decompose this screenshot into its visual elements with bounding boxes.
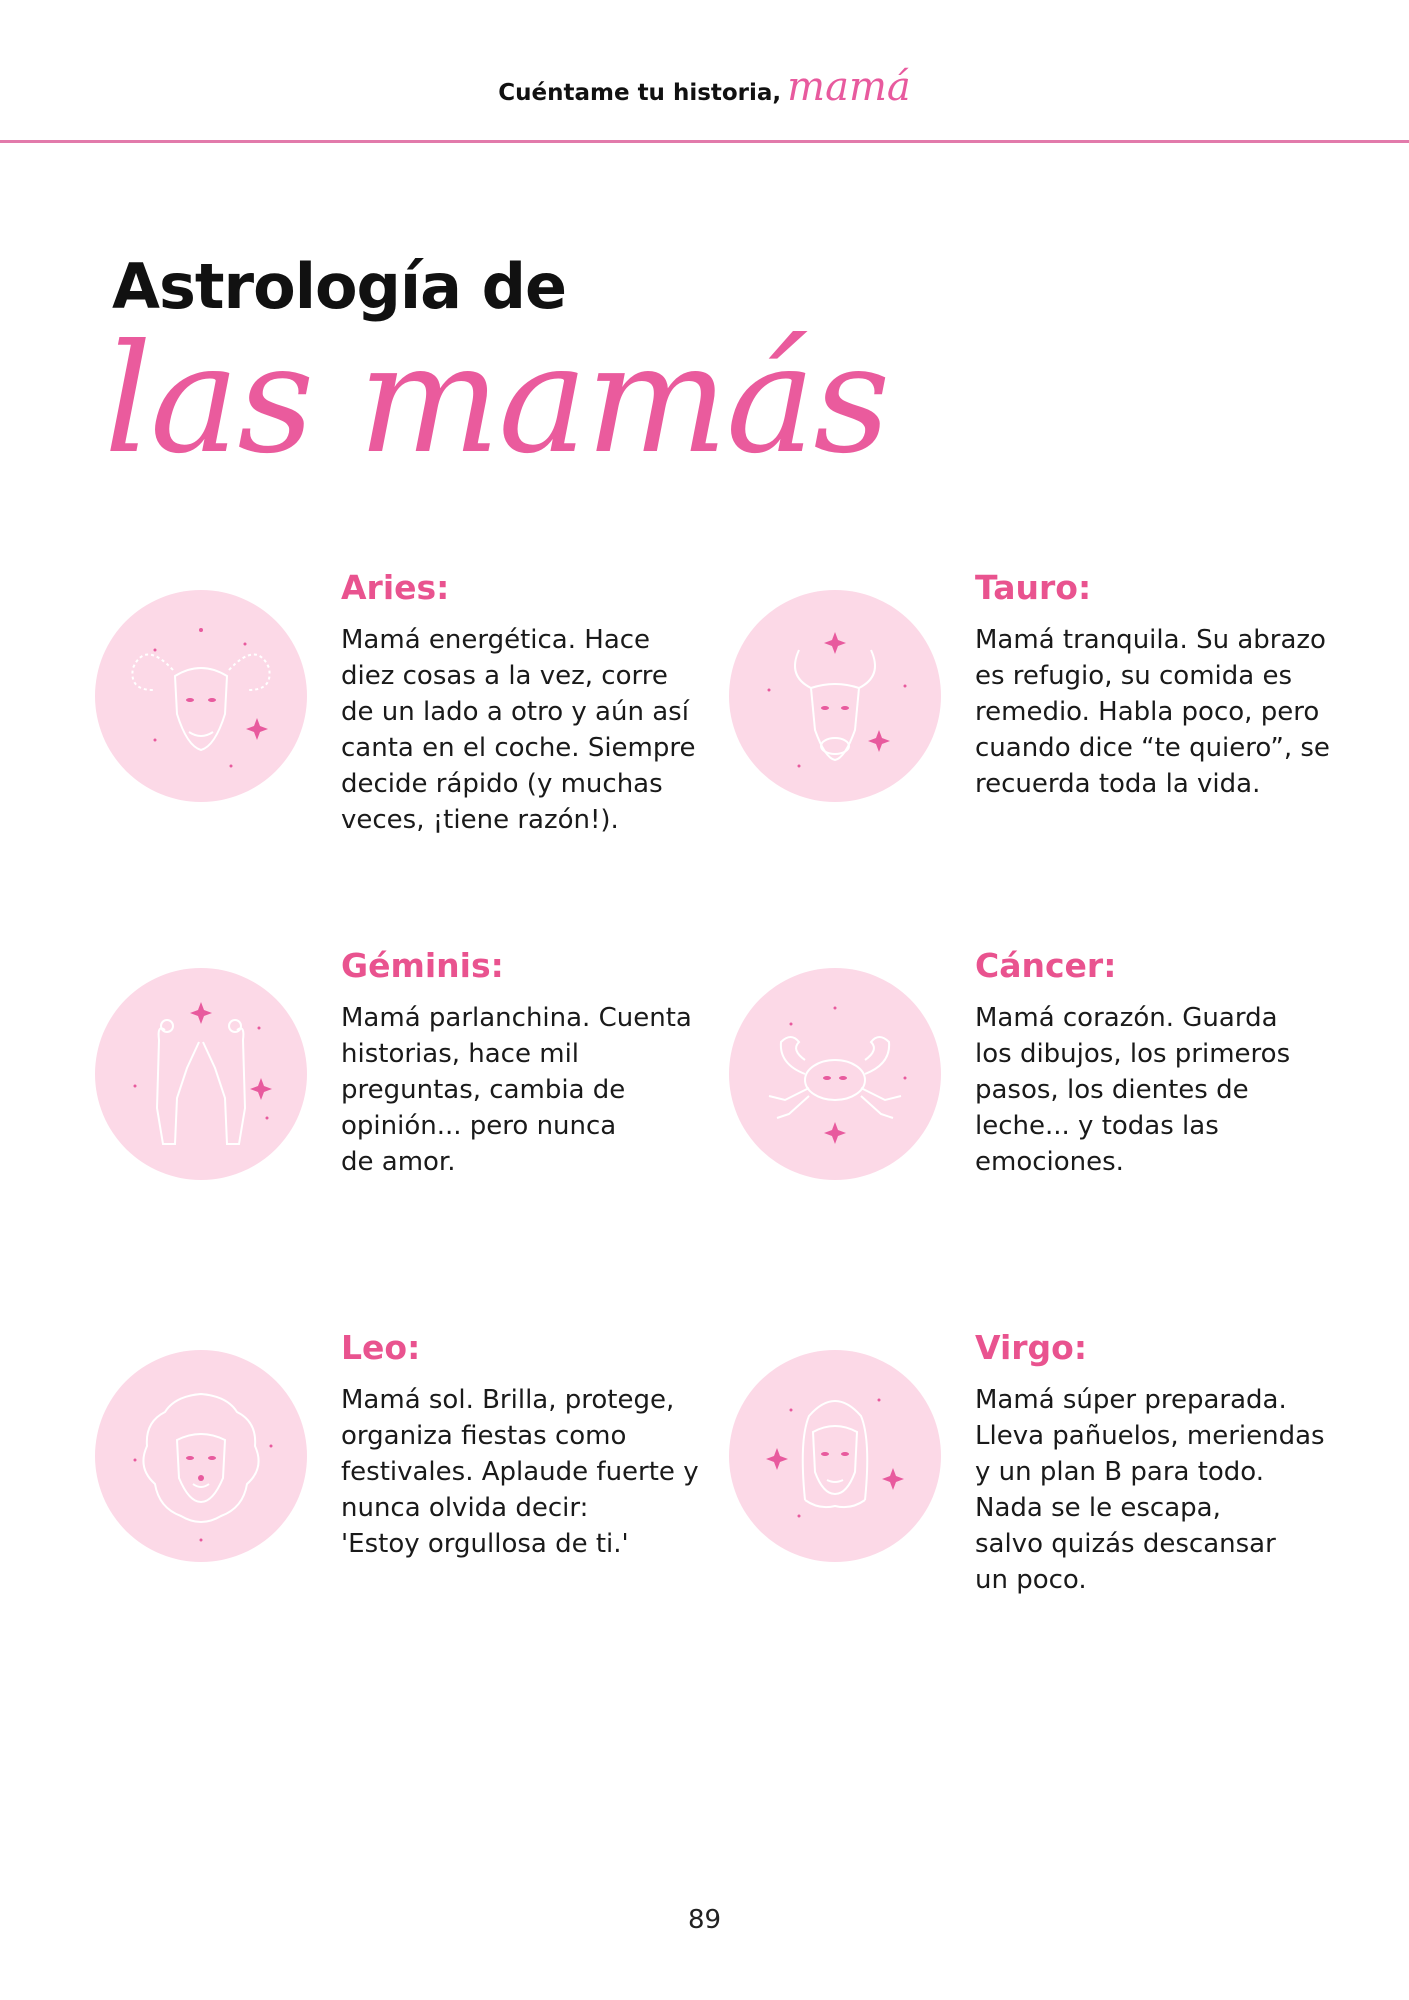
sign-cancer bbox=[729, 946, 1369, 1236]
gemini-twins-icon bbox=[95, 968, 307, 1180]
sign-description: Mamá corazón. Guarda los dibujos, los primeros pasos, los dientes de leche... y todas las emociones. bbox=[975, 1003, 1291, 1177]
sign-name: Cáncer: bbox=[975, 946, 1117, 985]
leo-lion-icon bbox=[95, 1350, 307, 1562]
sign-description: Mamá parlanchina. Cuenta historias, hace mil preguntas, cambia de opinión... pero nunca de amor. bbox=[341, 1003, 692, 1177]
sign-leo bbox=[95, 1328, 735, 1618]
sign-name: Géminis: bbox=[341, 946, 504, 985]
header-script-word: mamá bbox=[787, 64, 911, 110]
sign-description: Mamá súper preparada. Lleva pañuelos, meriendas y un plan B para todo. Nada se le escapa, salvo quizás descansar un poco. bbox=[975, 1385, 1325, 1595]
aries-circle bbox=[95, 590, 307, 802]
page-number: 89 bbox=[687, 1905, 722, 1935]
sign-name: Aries: bbox=[341, 568, 450, 607]
header-divider bbox=[0, 140, 1409, 143]
page-title-script: las mamás bbox=[104, 313, 889, 487]
tauro-circle bbox=[729, 590, 941, 802]
sign-geminis bbox=[95, 946, 735, 1236]
cancer-crab-icon bbox=[729, 968, 941, 1180]
sign-description: Mamá tranquila. Su abrazo es refugio, su comida es remedio. Habla poco, pero cuando dice “te quiero”, se recuerda toda la vida. bbox=[975, 625, 1330, 799]
aries-ram-icon bbox=[95, 590, 307, 802]
sign-description: Mamá energética. Hace diez cosas a la vez, corre de un lado a otro y aún así canta en el coche. Siempre decide rápido (y muchas veces, ¡tiene razón!). bbox=[341, 625, 696, 835]
cancer-circle bbox=[729, 968, 941, 1180]
running-header bbox=[0, 64, 1409, 110]
virgo-woman-icon bbox=[729, 1350, 941, 1562]
leo-circle bbox=[95, 1350, 307, 1562]
sign-tauro bbox=[729, 568, 1369, 858]
taurus-bull-icon bbox=[729, 590, 941, 802]
sign-name: Tauro: bbox=[975, 568, 1092, 607]
page-title: Astrología de bbox=[112, 250, 567, 323]
sign-name: Leo: bbox=[341, 1328, 421, 1367]
sign-aries bbox=[95, 568, 735, 858]
header-text: Cuéntame tu historia, bbox=[498, 80, 782, 106]
sign-name: Virgo: bbox=[975, 1328, 1088, 1367]
sign-virgo bbox=[729, 1328, 1369, 1618]
virgo-circle bbox=[729, 1350, 941, 1562]
sign-description: Mamá sol. Brilla, protege, organiza fiestas como festivales. Aplaude fuerte y nunca olvida decir: 'Estoy orgullosa de ti.' bbox=[341, 1385, 699, 1559]
geminis-circle bbox=[95, 968, 307, 1180]
